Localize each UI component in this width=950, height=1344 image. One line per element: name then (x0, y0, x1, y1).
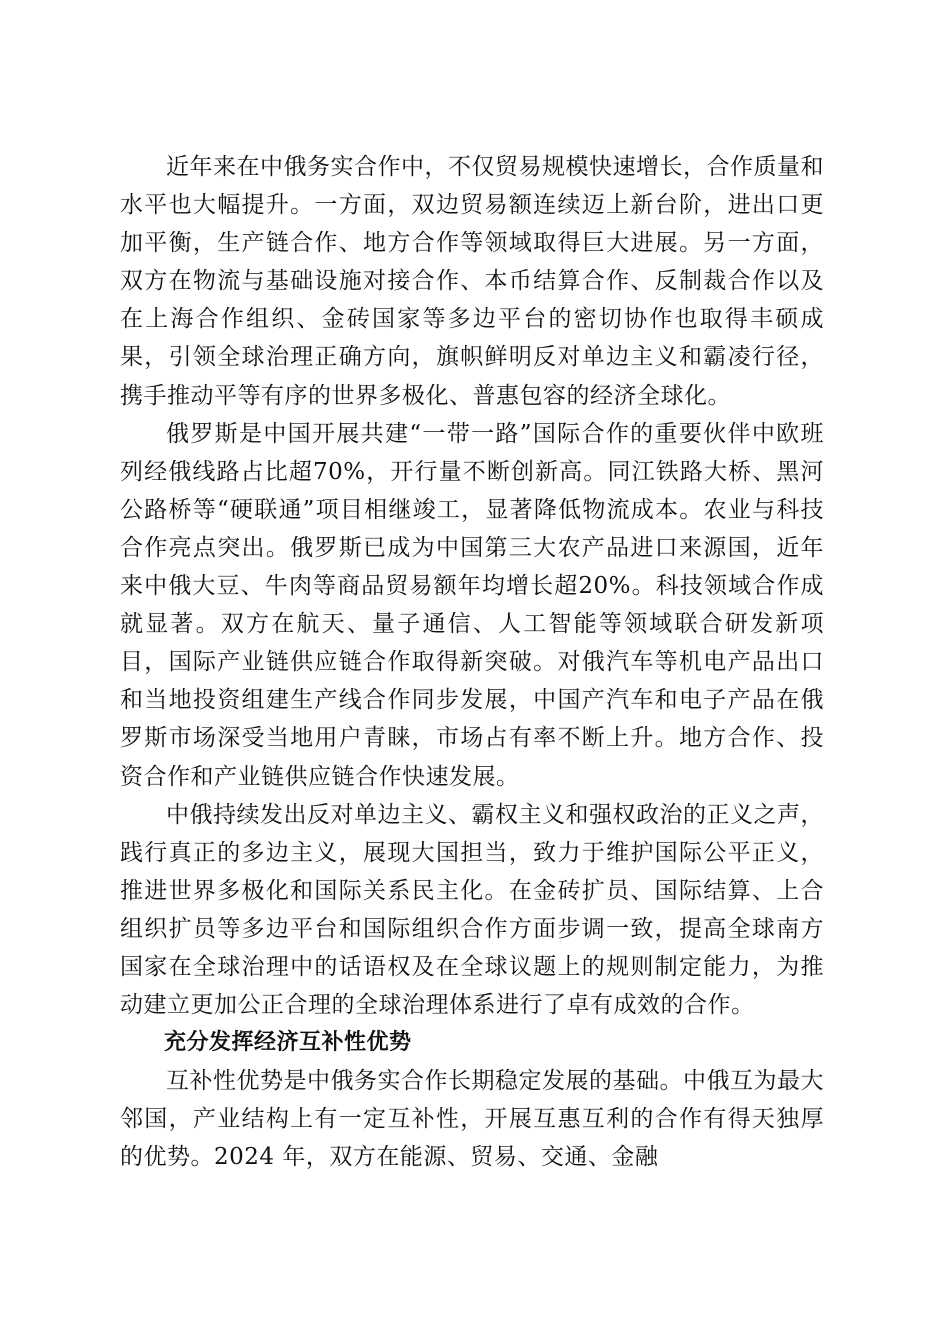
paragraph: 互补性优势是中俄务实合作长期稳定发展的基础。中俄互为最大邻国，产业结构上有一定互补性，开展互惠互利的合作有得天独厚的优势。2024 年，双方在能源、贸易、交通、金融 (120, 1068, 824, 1171)
paragraph: 中俄持续发出反对单边主义、霸权主义和强权政治的正义之声，践行真正的多边主义，展现大国担当，致力于维护国际公平正义，推进世界多极化和国际关系民主化。在金砖扩员、国际结算、上合组织扩员等多边平台和国际组织合作方面步调一致，提高全球南方国家在全球治理中的话语权及在全球议题上的规则制定能力，为推动建立更加公正合理的全球治理体系进行了卓有成效的合作。 (120, 801, 824, 1019)
document-page (120, 148, 824, 1177)
paragraph: 俄罗斯是中国开展共建“一带一路”国际合作的重要伙伴中欧班列经俄线路占比超70%，开行量不断创新高。同江铁路大桥、黑河公路桥等“硬联通”项目相继竣工，显著降低物流成本。农业与科技合作亮点突出。俄罗斯已成为中国第三大农产品进口来源国，近年来中俄大豆、牛肉等商品贸易额年均增长超20%。科技领域合作成就显著。双方在航天、量子通信、人工智能等领域联合研发新项目，国际产业链供应链合作取得新突破。对俄汽车等机电产品出口和当地投资组建生产线合作同步发展，中国产汽车和电子产品在俄罗斯市场深受当地用户青睐，市场占有率不断上升。地方合作、投资合作和产业链供应链合作快速发展。 (120, 420, 824, 790)
section-heading: 充分发挥经济互补性优势 (164, 1030, 412, 1056)
paragraph: 近年来在中俄务实合作中，不仅贸易规模快速增长，合作质量和水平也大幅提升。一方面，双边贸易额连续迈上新台阶，进出口更加平衡，生产链合作、地方合作等领域取得巨大进展。另一方面，双方在物流与基础设施对接合作、本币结算合作、反制裁合作以及在上海合作组织、金砖国家等多边平台的密切协作也取得丰硕成果，引领全球治理正确方向，旗帜鲜明反对单边主义和霸凌行径，携手推动平等有序的世界多极化、普惠包容的经济全球化。 (120, 154, 824, 409)
